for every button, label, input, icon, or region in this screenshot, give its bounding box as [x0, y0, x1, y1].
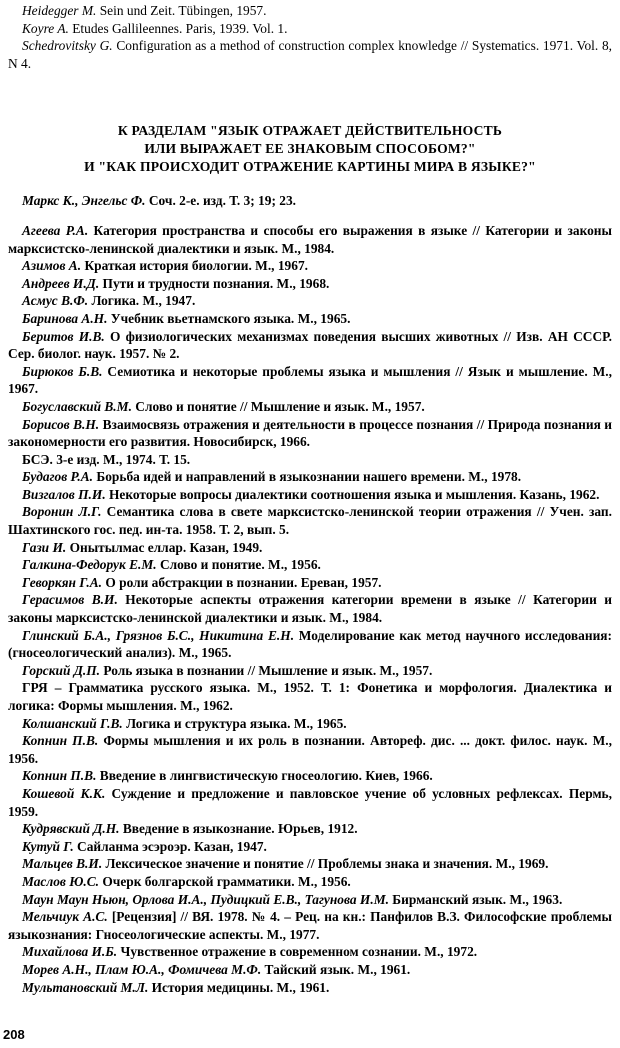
reference-entry	[8, 398, 612, 416]
reference-text: Чувственное отражение в современном сознании. М., 1972.	[117, 944, 478, 960]
reference-text: Борьба идей и направлений в языкознании нашего времени. М., 1978.	[93, 469, 522, 485]
document-page	[8, 2, 612, 996]
reference-text: Слово и понятие. М., 1956.	[156, 557, 321, 573]
reference-entry	[8, 486, 612, 504]
reference-entry	[8, 679, 612, 714]
reference-author: Геворкян Г.А.	[22, 574, 103, 590]
heading-line-1: К РАЗДЕЛАМ "ЯЗЫК ОТРАЖАЕТ ДЕЙСТВИТЕЛЬНОСТЬ	[117, 123, 503, 139]
reference-text: Семантика слова в свете марксистско-ленинской теории отражения // Учен. зап. Шахтинского гос. пед. ин-та. 1958. Т. 2, вып. 5.	[8, 504, 612, 538]
reference-entry	[8, 539, 612, 557]
reference-entry	[8, 310, 612, 328]
reference-author: Воронин Л.Г.	[22, 504, 102, 520]
reference-author: Кутуй Г.	[22, 838, 74, 854]
reference-author: Кудрявский Д.Н.	[22, 821, 120, 837]
reference-entry	[8, 503, 612, 538]
reference-text: Роль языка в познании // Мышление и язык. М., 1957.	[100, 662, 433, 678]
reference-text: Соч. 2-е. изд. Т. 3; 19; 23.	[145, 193, 296, 209]
reference-text: Очерк болгарской грамматики. М., 1956.	[99, 873, 351, 889]
reference-author: Будагов Р.А.	[22, 469, 94, 485]
reference-author: Бирюков Б.В.	[22, 363, 103, 379]
reference-author: Мальцев В.И.	[22, 856, 103, 872]
reference-entry	[8, 627, 612, 662]
reference-author: Богуславский В.М.	[22, 398, 132, 414]
reference-entry	[8, 591, 612, 626]
reference-entry	[8, 275, 612, 293]
section-heading	[8, 122, 612, 176]
marx-reference	[8, 192, 612, 210]
reference-entry	[8, 838, 612, 856]
reference-author: Борисов В.Н.	[22, 416, 100, 432]
reference-text: Семиотика и некоторые проблемы языка и мышления // Язык и мышление. М., 1967.	[8, 363, 612, 397]
reference-text: Логика и структура языка. М., 1965.	[122, 715, 347, 731]
reference-author: Горский Д.П.	[22, 662, 101, 678]
reference-entry	[8, 943, 612, 961]
reference-author: Маслов Ю.С.	[22, 873, 100, 889]
reference-list	[8, 222, 612, 996]
reference-text: Моделирование как метод научного исследования: (гносеологический анализ). М., 1965.	[8, 627, 612, 661]
reference-text: Sein und Zeit. Tübingen, 1957.	[96, 3, 267, 18]
reference-author: Мельчиук А.С.	[22, 909, 108, 925]
reference-entry	[8, 855, 612, 873]
reference-text: [Рецензия] // ВЯ. 1978. № 4. – Рец. на кн.: Панфилов В.З. Философские проблемы языкознания: Гносеологические аспекты. М., 1977.	[8, 909, 613, 942]
reference-text: Сайланма эсэроэр. Казан, 1947.	[73, 838, 267, 854]
reference-text: Онытылмас еллар. Казан, 1949.	[66, 539, 263, 555]
reference-entry	[8, 556, 612, 574]
reference-text: ГРЯ – Грамматика русского языка. М., 1952. Т. 1: Фонетика и морфология. Диалектика и логика: Формы мышления. М., 1962.	[8, 680, 612, 713]
reference-text: Категория пространства и способы его выражения в языке // Категории и законы марксистско-ленинской диалектики и язык. М., 1984.	[8, 222, 612, 256]
reference-text: О физиологических механизмах поведения высших животных // Изв. АН СССР. Сер. биолог. наук. 1957. № 2.	[8, 328, 612, 362]
reference-author: Морев А.Н., Плам Ю.А., Фомичева М.Ф.	[22, 961, 262, 977]
reference-entry	[8, 363, 612, 398]
reference-author: Глинский Б.А., Грязнов Б.С., Никитина Е.Н.	[22, 627, 295, 643]
reference-author: Баринова А.Н.	[22, 310, 108, 326]
reference-text: Configuration as a method of construction complex knowledge // Systematics. 1971. Vol. 8, N 4.	[8, 38, 612, 71]
page-number: 208	[3, 1027, 25, 1042]
reference-author: Азимов А.	[22, 258, 82, 274]
reference-text: Взаимосвязь отражения и деятельности в процессе познания // Природа познания и закономерности его развития. Новосибирск, 1966.	[8, 416, 612, 450]
reference-text: Введение в лингвистическую гносеологию. Киев, 1966.	[96, 768, 433, 784]
reference-author: Маун Маун Ньюн, Орлова И.А., Пудицкий Е.В., Тагунова И.М.	[22, 891, 389, 907]
reference-author: Гази И.	[22, 539, 67, 555]
reference-text: Логика. М., 1947.	[88, 293, 196, 309]
top-reference-list	[8, 2, 612, 72]
reference-entry	[8, 820, 612, 838]
reference-text: Учебник вьетнамского языка. М., 1965.	[107, 310, 351, 326]
reference-text: Бирманский язык. М., 1963.	[388, 891, 563, 907]
reference-author: Галкина-Федорук Е.М.	[22, 557, 157, 573]
reference-author: Маркс К., Энгельс Ф.	[22, 193, 146, 209]
reference-author: Визгалов П.И.	[22, 486, 106, 502]
reference-entry	[8, 785, 612, 820]
reference-text: БСЭ. 3-е изд. М., 1974. Т. 15.	[22, 451, 191, 467]
reference-author: Герасимов В.И.	[22, 592, 118, 608]
reference-text: Etudes Gallileennes. Paris, 1939. Vol. 1.	[68, 20, 288, 36]
reference-author: Копнин П.В.	[22, 768, 97, 784]
reference-entry	[8, 37, 612, 72]
reference-author: Беритов И.В.	[22, 328, 105, 344]
reference-entry	[8, 257, 612, 275]
reference-entry	[8, 451, 612, 469]
reference-text: О роли абстракции в познании. Ереван, 1957.	[102, 574, 382, 590]
reference-text: Суждение и предложение и павловское учение об условных рефлексах. Пермь, 1959.	[8, 785, 612, 819]
reference-entry	[8, 908, 612, 943]
reference-entry	[8, 732, 612, 767]
reference-author: Копнин П.В.	[22, 733, 99, 749]
reference-entry	[8, 222, 612, 257]
reference-author: Асмус В.Ф.	[22, 293, 89, 309]
reference-entry	[8, 416, 612, 451]
reference-entry	[8, 873, 612, 891]
reference-author: Агеева Р.А.	[22, 222, 89, 238]
reference-text: Введение в языкознание. Юрьев, 1912.	[119, 821, 358, 837]
reference-entry	[8, 891, 612, 909]
reference-entry	[8, 574, 612, 592]
reference-text: Формы мышления и их роль в познании. Автореф. дис. ... докт. филос. наук. М., 1956.	[8, 733, 613, 766]
reference-author: Михайлова И.Б.	[22, 944, 118, 960]
reference-entry	[8, 662, 612, 680]
reference-text: Некоторые аспекты отражения категории времени в языке // Категории и законы марксистско-ленинской диалектики и язык. М., 1984.	[8, 592, 613, 626]
reference-entry	[8, 328, 612, 363]
reference-entry	[8, 468, 612, 486]
reference-author: Андреев И.Д.	[22, 275, 100, 291]
heading-line-2: ИЛИ ВЫРАЖАЕТ ЕЕ ЗНАКОВЫМ СПОСОБОМ?"	[144, 141, 476, 157]
reference-text: Слово и понятие // Мышление и язык. М., 1957.	[131, 398, 425, 414]
reference-entry	[8, 961, 612, 979]
reference-text: Некоторые вопросы диалектики соотношения языка и мышления. Казань, 1962.	[105, 486, 600, 502]
reference-text: История медицины. М., 1961.	[148, 979, 330, 995]
reference-author: Мультановский М.Л.	[22, 979, 149, 995]
reference-text: Пути и трудности познания. М., 1968.	[99, 275, 330, 291]
reference-entry	[8, 979, 612, 997]
reference-entry	[8, 2, 612, 20]
reference-author: Schedrovitsky G.	[22, 38, 113, 54]
reference-entry	[8, 767, 612, 785]
reference-entry	[8, 20, 612, 38]
reference-text: Лексическое значение и понятие // Проблемы знака и значения. М., 1969.	[102, 856, 549, 872]
reference-text: Тайский язык. М., 1961.	[261, 961, 411, 977]
reference-author: Кошевой К.К.	[22, 785, 106, 801]
reference-author: Koyre A.	[22, 20, 69, 36]
heading-line-3: И "КАК ПРОИСХОДИТ ОТРАЖЕНИЕ КАРТИНЫ МИРА В ЯЗЫКЕ?"	[84, 159, 536, 175]
reference-entry	[8, 292, 612, 310]
reference-author: Колшанский Г.В.	[22, 715, 123, 731]
reference-text: Краткая история биологии. М., 1967.	[81, 258, 308, 274]
reference-entry	[8, 715, 612, 733]
reference-author: Heidegger M.	[22, 3, 97, 18]
